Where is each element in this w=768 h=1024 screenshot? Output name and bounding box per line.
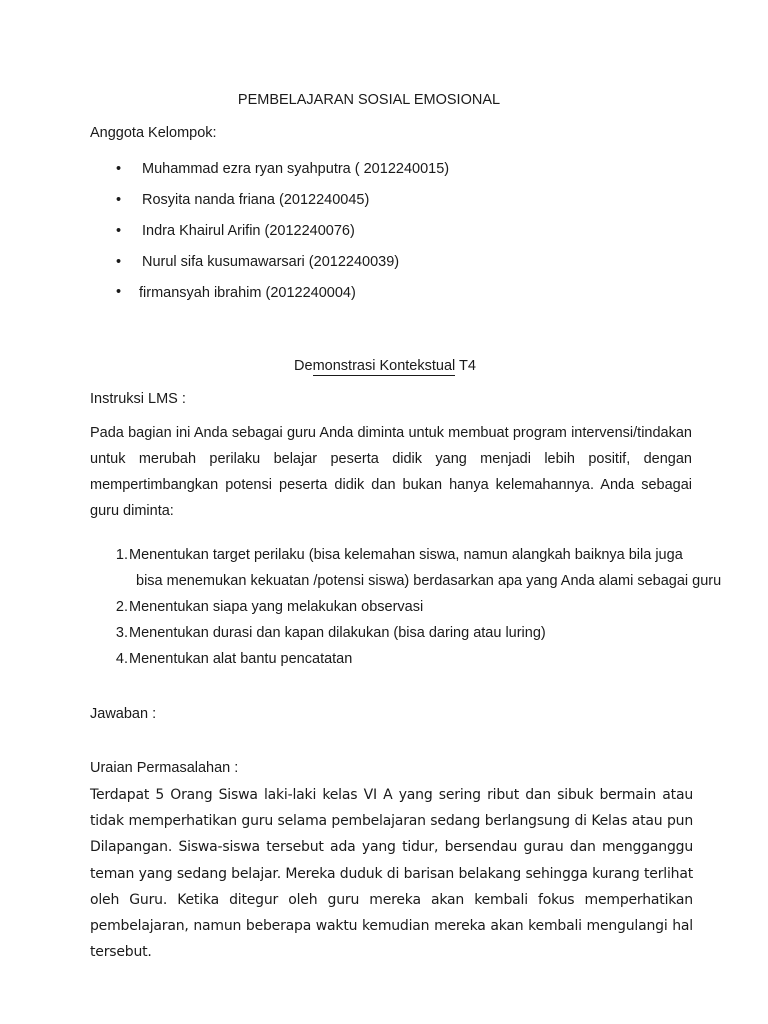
member-name: Muhammad ezra ryan syahputra ( 2012240015) (142, 161, 450, 177)
list-item (90, 542, 721, 594)
list-number: 1. (115, 547, 128, 563)
member-name: firmansyah ibrahim (2012240004) (139, 285, 356, 301)
task-text: Menentukan alat bantu pencatatan (129, 651, 353, 667)
section-title-underlined: monstrasi Kontekstual (312, 358, 456, 374)
task-list (90, 542, 721, 672)
problem-paragraph: Terdapat 5 Orang Siswa laki-laki kelas VI A yang sering ribut dan sibuk bermain atau tidak memperhatikan guru selama pembelajaran sedang berlangsung di Kelas atau pun Dilapangan. Siswa-siswa tersebut ada yang tidur, bersendau gurau dan mengganggu teman yang sedang belajar. Mereka duduk di barisan belakang sehingga kurang terlihat oleh Guru. Ketika ditegur oleh guru mereka akan kembali fokus memperhatikan pembelajaran, namun beberapa waktu kemudian mereka akan kembali mengulangi hal tersebut. (90, 787, 693, 961)
list-number: 4. (115, 651, 128, 667)
task-text: Menentukan siapa yang melakukan observasi (129, 599, 424, 615)
member-name: Nurul sifa kusumawarsari (2012240039) (142, 254, 400, 270)
list-item (90, 646, 721, 672)
bullet-icon: • (116, 223, 122, 239)
bullet-icon: • (116, 284, 122, 300)
list-item (90, 594, 721, 620)
members-label: Anggota Kelompok: (90, 125, 217, 141)
section-title-suffix: T4 (455, 358, 476, 374)
document-title: PEMBELAJARAN SOSIAL EMOSIONAL (237, 92, 501, 108)
member-name: Indra Khairul Arifin (2012240076) (142, 223, 355, 239)
answer-label: Jawaban : (90, 706, 157, 722)
member-name: Rosyita nanda friana (2012240045) (142, 192, 370, 208)
list-item (90, 620, 721, 646)
instruction-label: Instruksi LMS : (90, 391, 186, 407)
bullet-icon: • (116, 161, 122, 177)
section-title (0, 358, 768, 374)
bullet-icon: • (116, 192, 122, 208)
problem-label: Uraian Permasalahan : (90, 760, 239, 776)
list-number: 3. (115, 625, 128, 641)
instruction-paragraph: Pada bagian ini Anda sebagai guru Anda diminta untuk membuat program intervensi/tindakan untuk merubah perilaku belajar peserta didik yang menjadi lebih positif, dengan mempertimbangkan potensi peserta didik dan bukan hanya kelemahannya. Anda sebagai guru diminta: (90, 425, 692, 519)
task-text-continued: bisa menemukan kekuatan /potensi siswa) berdasarkan apa yang Anda alami sebagai guru (136, 573, 722, 589)
bullet-icon: • (116, 254, 122, 270)
section-title-prefix: De (294, 358, 313, 374)
list-number: 2. (115, 599, 128, 615)
task-text: Menentukan durasi dan kapan dilakukan (bisa daring atau luring) (129, 625, 546, 641)
task-text: Menentukan target perilaku (bisa kelemahan siswa, namun alangkah baiknya bila juga (129, 547, 683, 563)
